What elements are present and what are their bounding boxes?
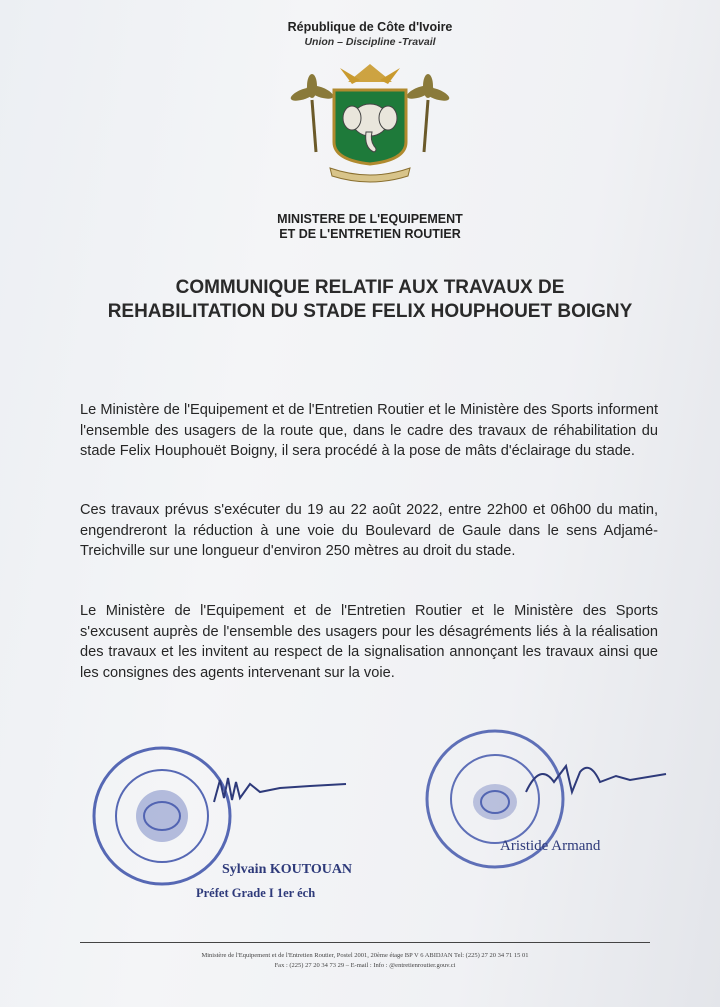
title-line-1: COMMUNIQUE RELATIF AUX TRAVAUX DE: [175, 277, 565, 298]
left-signatory-name: Sylvain KOUTOUAN: [222, 862, 353, 877]
national-motto: Union – Discipline -Travail: [304, 36, 436, 48]
paragraph-1: Le Ministère de l'Equipement et de l'Entretien Routier et le Ministère des Sports informent l'ensemble des usagers de la route que, dans le cadre des travaux de réhabilitation du stade Felix Houphouët Boigny, il sera procédé à la pose de mâts d'éclairage du stade.: [80, 402, 658, 459]
signature-icon: [210, 762, 350, 822]
communique-title: [0, 276, 720, 324]
footer-contact: Fax : (225) 27 20 34 73 29 – E-mail : Info : @entretienroutier.gouv.ci: [274, 962, 456, 969]
title-line-2: REHABILITATION DU STADE FELIX HOUPHOUET BOIGNY: [107, 301, 633, 322]
right-signatory-name: Aristide Armand: [500, 838, 601, 854]
paragraph-3: Le Ministère de l'Equipement et de l'Entretien Routier et le Ministère des Sports s'excusent auprès de l'ensemble des usagers pour les désagréments liés à la réalisation des travaux et les invitent au respect de la signalisation annonçant les travaux ainsi que les consignes des agents intervenant sur la voie.: [80, 603, 658, 681]
left-signatory-title: Préfet Grade I 1er éch: [196, 886, 316, 900]
paragraph-2: Ces travaux prévus s'exécuter du 19 au 22 août 2022, entre 22h00 et 06h00 du matin, engendreront la réduction à une voie du Boulevard de Gaule dans le sens Adjamé-Treichville sur une longueur d'environ 250 mètres au droit du stade.: [80, 502, 658, 559]
coat-of-arms-icon: [290, 60, 450, 188]
ministry-line-2: ET DE L'ENTRETIEN ROUTIER: [279, 227, 461, 241]
country-name: République de Côte d'Ivoire: [287, 20, 453, 34]
footer-address: Ministère de l'Equipement et de l'Entretien Routier, Postel 2001, 20ème étage BP V 6 ABIDJAN Tel: (225) 27 20 34 71 15 01: [201, 952, 529, 959]
ministry-line-1: MINISTERE DE L'EQUIPEMENT: [277, 212, 463, 226]
signature-icon: [520, 752, 670, 812]
ministry-header: [0, 212, 720, 242]
footer-divider: [80, 942, 650, 943]
